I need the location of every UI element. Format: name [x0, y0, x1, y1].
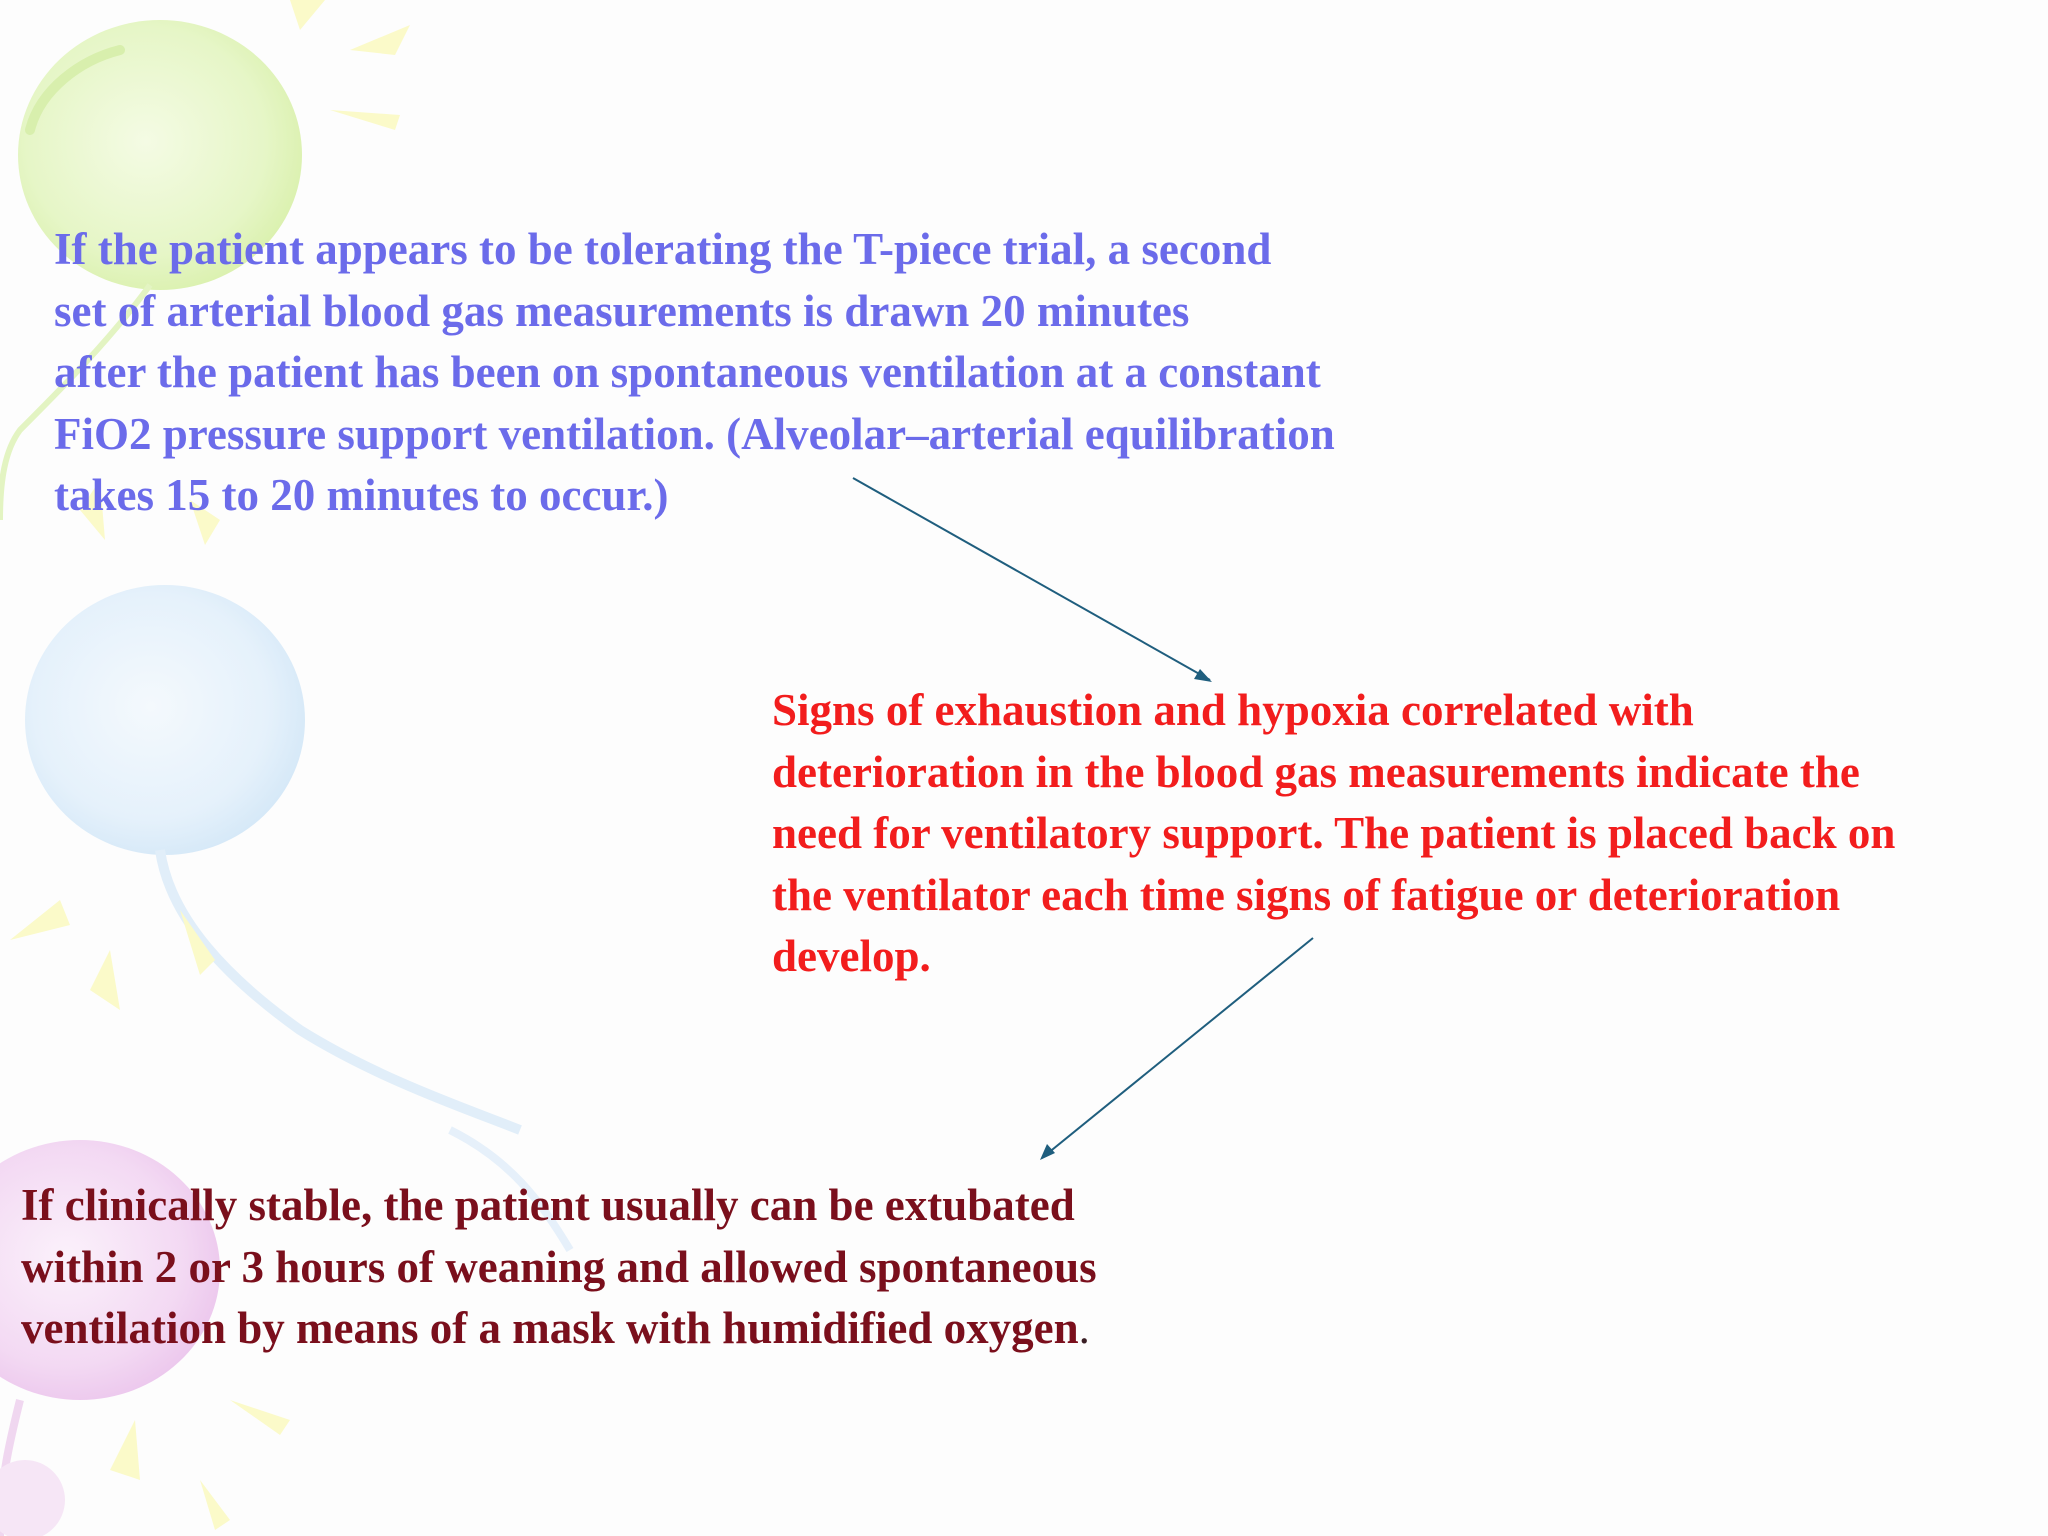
text-line: set of arterial blood gas measurements is drawn 20 minutes [54, 285, 1190, 336]
last-line-text: ventilation by means of a mask with humidified oxygen [21, 1303, 1079, 1353]
text-line: takes 15 to 20 minutes to occur.) [54, 470, 669, 520]
text-line: need for ventilatory support. The patient is placed back on [772, 808, 1896, 858]
exhaustion-hypoxia-paragraph [772, 680, 1895, 988]
extubation-paragraph [21, 1175, 1097, 1360]
text-line: If clinically stable, the patient usually can be extubated [21, 1180, 1075, 1230]
sun-rays-middle [10, 900, 215, 1010]
text-line: within 2 or 3 hours of weaning and allowed spontaneous [21, 1241, 1097, 1292]
text-line [21, 1298, 1097, 1360]
trailing-period: . [1078, 1303, 1090, 1353]
text-line: the ventilator each time signs of fatigue or deterioration [772, 869, 1841, 920]
text-line: deterioration in the blood gas measurements indicate the [772, 746, 1860, 797]
text-line: FiO2 pressure support ventilation. (Alveolar–arterial equilibration [54, 408, 1335, 459]
text-line: If the patient appears to be tolerating the T-piece trial, a second [54, 224, 1272, 274]
sun-rays-bottom [110, 1400, 290, 1530]
text-line: after the patient has been on spontaneous ventilation at a constant [54, 347, 1321, 397]
tpiece-trial-paragraph [54, 219, 1335, 527]
text-line: Signs of exhaustion and hypoxia correlated with [772, 685, 1694, 735]
text-line: develop. [772, 931, 931, 981]
